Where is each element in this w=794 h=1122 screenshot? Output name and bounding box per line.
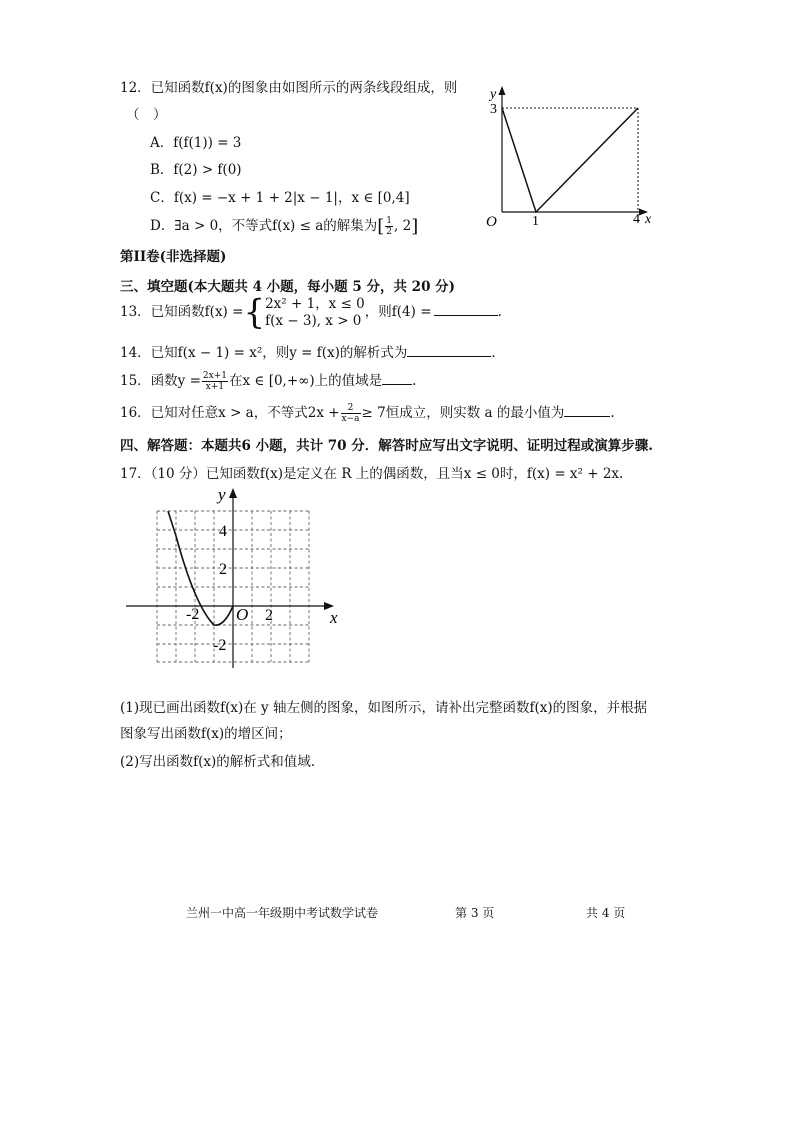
q16: 16．已知对任意x > a，不等式2x + $\frac{2}{x-a}$ ≥ 7恒成立，则实数 a 的最小值为 . [120, 403, 615, 424]
q17-y-arrow [229, 488, 237, 498]
q12-y-arrow [499, 86, 506, 95]
q17-part2: (2)写出函数f(x)的解析式和值域. [120, 754, 316, 770]
q12-option-a: A．f(f(1)) = 3 [150, 135, 242, 151]
q13: 13．已知函数f(x) ={ 2x² + 1，x ≤ 0 f(x − 3), x > 0 ，则f(4) = . [120, 292, 502, 333]
q17-part1-line1: (1)现已画出函数f(x)在 y 轴左侧的图象，如图所示，请补出完整函数f(x)的图象，并根据 [120, 700, 648, 716]
q13-tail: ，则f(4) = [364, 304, 432, 320]
q12-option-c: C．f(x) = −x + 1 + 2|x − 1|，x ∈ [0,4] [150, 190, 410, 206]
q13-piecewise: 2x² + 1，x ≤ 0 f(x − 3), x > 0 [265, 295, 365, 329]
q12-stem: 12．已知函数f(x)的图象由如图所示的两条线段组成，则 [120, 80, 458, 96]
q12-tick-x1: 1 [532, 214, 539, 229]
q17-part1-line2: 图象写出函数f(x)的增区间； [120, 726, 292, 742]
q14: 14．已知f(x − 1) = x²，则y = f(x)的解析式为 . [120, 345, 496, 361]
q17-tick-y2: 2 [219, 561, 227, 578]
q17-tick-yneg2: -2 [213, 637, 227, 654]
footer-school: 兰州一中高一年级期中考试数学试卷 [186, 906, 379, 920]
q17-tick-xneg2: -2 [186, 606, 200, 623]
q16-answer-blank[interactable] [564, 403, 610, 417]
q13-answer-blank[interactable] [434, 302, 498, 316]
q15: 15．函数y = $\frac{2x+1}{x+1}$ 在x ∈ [0,+∞)上的值域是 . [120, 371, 417, 392]
q17-x-label: x [330, 608, 338, 627]
q12-origin: O [486, 214, 497, 230]
q17-tick-y4: 4 [219, 523, 227, 540]
section-2-title: 第II卷(非选择题) [120, 249, 227, 265]
q17-tick-x2: 2 [265, 607, 273, 624]
q12-graph [478, 84, 668, 234]
q17-origin: O [236, 605, 249, 624]
q12-x-label: x [645, 212, 652, 227]
q12-d-fraction: $\frac{1}{2}$ [386, 216, 393, 237]
q12-option-d-text: D．∃a > 0，不等式f(x) ≤ a的解集为 [150, 218, 378, 234]
footer-total-pages: 共 4 页 [586, 906, 626, 920]
q16-fraction: $\frac{2}{x-a}$ [341, 403, 360, 424]
q17-graph [122, 480, 352, 670]
footer-page-number: 第 3 页 [455, 906, 495, 920]
solve-heading: 四、解答题：本题共6 小题，共计 70 分．解答时应写出文字说明、证明过程或演算步骤. [120, 438, 653, 454]
q15-fraction: $\frac{2x+1}{x+1}$ [202, 371, 227, 392]
q12-tick-x4: 4 [633, 212, 640, 227]
q12-option-b: B．f(2) > f(0) [150, 162, 242, 178]
fill-blank-heading: 三、填空题(本大题共 4 小题，每小题 5 分，共 20 分) [120, 279, 456, 295]
q17-y-label: y [218, 485, 226, 504]
q14-answer-blank[interactable] [407, 343, 491, 357]
q15-answer-blank[interactable] [382, 371, 412, 385]
q12-paren: （ ） [126, 107, 167, 123]
q12-y-label: y [490, 87, 497, 102]
q12-option-d: D．∃a > 0，不等式f(x) ≤ a的解集为[ $\frac{1}{2}$ , 2] [150, 216, 419, 237]
q17-stem: 17．（10 分）已知函数f(x)是定义在 R 上的偶函数，且当x ≤ 0时，f(x) = x² + 2x. [120, 466, 624, 482]
q12-tick-y3: 3 [490, 102, 497, 117]
q12-segments [502, 108, 638, 212]
q13-lead: 13．已知函数f(x) = [120, 304, 244, 320]
